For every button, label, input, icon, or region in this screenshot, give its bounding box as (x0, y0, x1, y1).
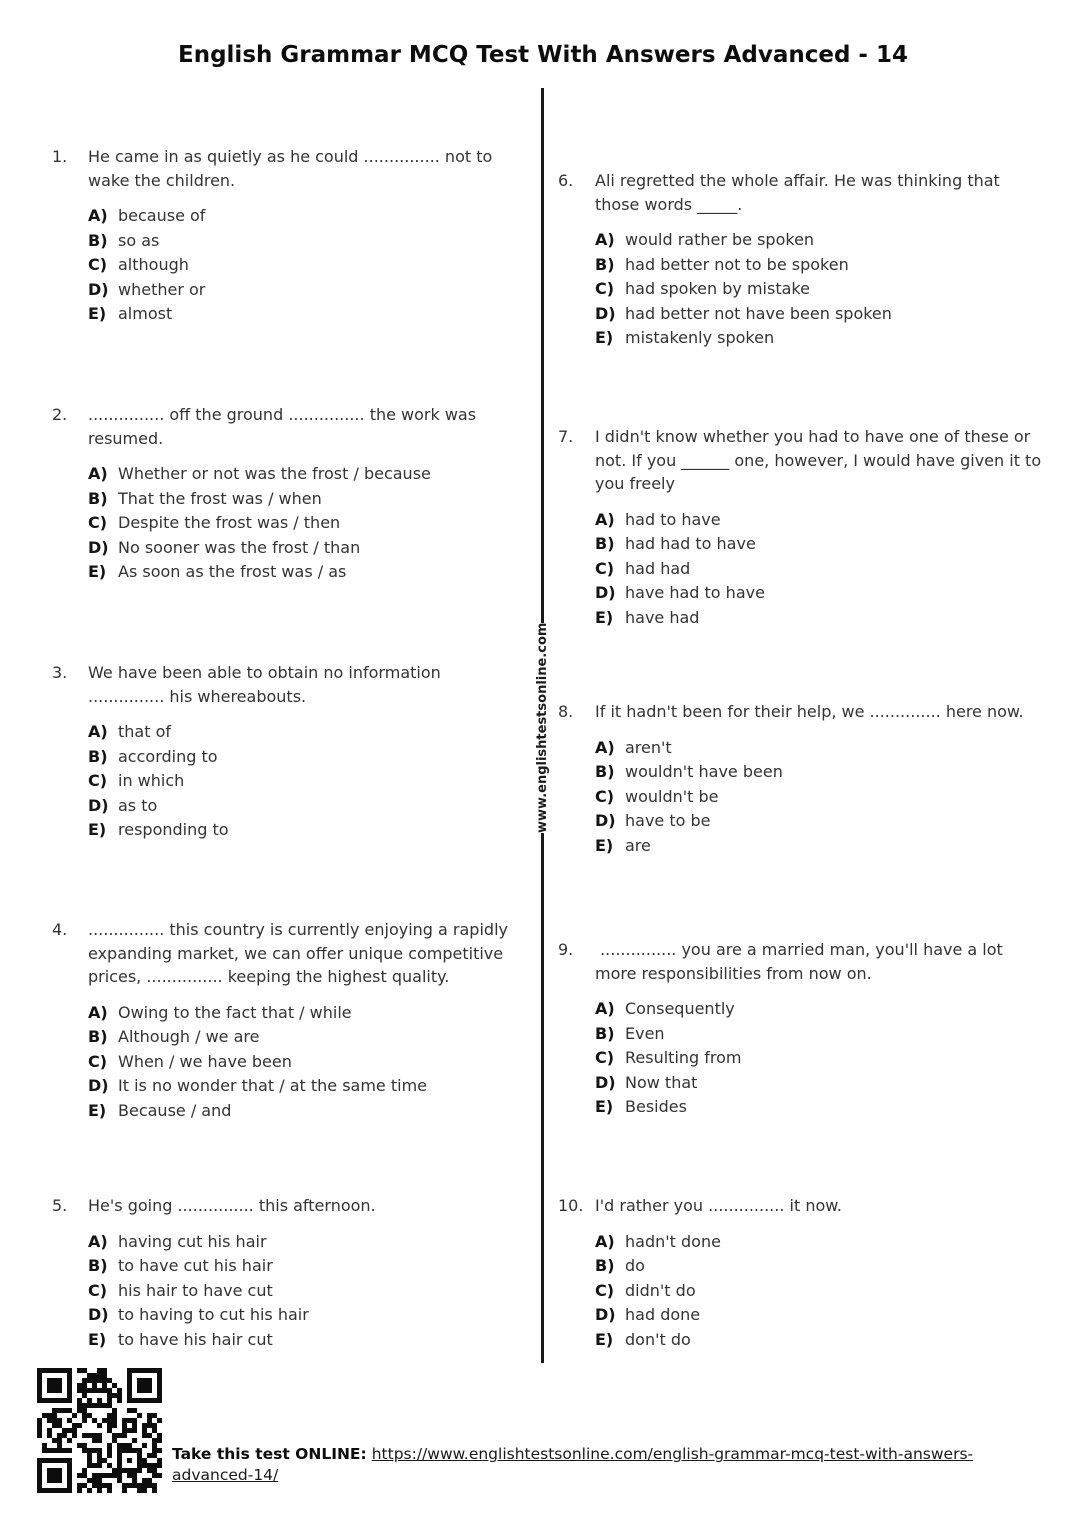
options-list (595, 508, 1047, 631)
option-row (595, 581, 1047, 606)
column-divider-bottom (541, 833, 544, 1363)
option-row (595, 834, 1024, 859)
question-item (52, 145, 513, 327)
option-text: have to be (625, 811, 711, 831)
option-text: When / we have been (118, 1051, 292, 1071)
option-text: No sooner was the frost / than (118, 537, 361, 557)
option-text: hadn't done (625, 1231, 721, 1251)
option-label: B) (595, 1023, 615, 1043)
question-text: We have been able to obtain no information ............... his whereabouts. (88, 663, 441, 706)
option-text: to have cut his hair (118, 1256, 273, 1276)
option-text: wouldn't have been (625, 762, 783, 782)
option-label: D) (595, 303, 616, 323)
option-row (595, 1328, 842, 1353)
options-list (595, 997, 1047, 1120)
option-label: A) (88, 722, 108, 741)
option-row (595, 1279, 842, 1304)
question-number: 4. (52, 920, 68, 939)
question-item (558, 1194, 842, 1352)
option-row (595, 736, 1024, 761)
option-row (88, 1230, 376, 1255)
column-divider-top (541, 88, 544, 623)
option-text: had better not have been spoken (625, 303, 892, 323)
option-label: E) (88, 1100, 107, 1120)
option-row (595, 277, 1047, 302)
option-row (595, 326, 1047, 351)
option-text: Now that (625, 1072, 698, 1092)
option-text: wouldn't be (625, 786, 719, 806)
option-text: according to (118, 746, 218, 766)
question-number: 2. (52, 405, 68, 424)
option-row (595, 228, 1047, 253)
option-text: Despite the frost was / then (118, 513, 341, 533)
option-label: C) (88, 771, 108, 791)
question-text: ............... this country is currently enjoying a rapidly expanding market, we can offer unique competitive prices, ............... keeping the highest quality. (88, 920, 508, 986)
option-row (88, 745, 513, 770)
question-text: He's going ............... this afternoon. (88, 1196, 376, 1215)
option-row (595, 1095, 1047, 1120)
options-list (595, 228, 1047, 351)
option-text: responding to (118, 820, 229, 840)
option-text: had had to have (625, 534, 756, 554)
option-row (88, 462, 513, 487)
question-number: 8. (558, 702, 574, 721)
option-text: his hair to have cut (118, 1280, 273, 1300)
question-item (52, 918, 513, 1123)
option-label: B) (595, 534, 615, 554)
option-row (88, 278, 513, 303)
question-item (558, 700, 1024, 858)
option-label: A) (88, 1231, 108, 1251)
option-label: A) (595, 509, 615, 529)
option-text: so as (118, 230, 160, 250)
options-list (88, 1001, 513, 1124)
option-text: didn't do (625, 1280, 696, 1300)
option-label: D) (88, 537, 109, 557)
option-label: D) (595, 1305, 616, 1325)
option-row (88, 204, 513, 229)
question-text: He came in as quietly as he could ............... not to wake the children. (88, 147, 493, 190)
option-label: D) (595, 583, 616, 603)
watermark-site-url: www.englishtestsonline.com (535, 622, 550, 833)
option-text: have had to have (625, 583, 765, 603)
option-row (88, 302, 513, 327)
option-label: A) (88, 1002, 108, 1022)
option-label: E) (595, 607, 614, 627)
option-row (88, 1099, 513, 1124)
question-text: ............... off the ground ............... the work was resumed. (88, 405, 477, 448)
option-text: As soon as the frost was / as (118, 562, 347, 582)
option-label: E) (88, 304, 107, 324)
question-number: 9. (558, 940, 574, 959)
option-label: A) (88, 206, 108, 225)
option-label: B) (88, 230, 108, 250)
option-row (595, 1022, 1047, 1047)
option-text: Because / and (118, 1100, 232, 1120)
option-text: that of (118, 722, 171, 741)
option-row (595, 997, 1047, 1022)
option-label: B) (88, 1027, 108, 1047)
option-label: D) (88, 279, 109, 299)
option-row (595, 557, 1047, 582)
option-label: E) (595, 1329, 614, 1349)
option-label: A) (595, 737, 615, 757)
question-text: I'd rather you ............... it now. (595, 1196, 842, 1215)
option-text: had spoken by mistake (625, 279, 810, 299)
option-text: Even (625, 1023, 665, 1043)
option-row (595, 532, 1047, 557)
option-row (595, 785, 1024, 810)
option-row (88, 1025, 513, 1050)
option-text: whether or (118, 279, 206, 299)
option-row (88, 536, 513, 561)
options-list (595, 1230, 842, 1353)
option-text: as to (118, 795, 158, 815)
question-text: Ali regretted the whole affair. He was thinking that those words _____. (595, 171, 1000, 214)
option-row (595, 1254, 842, 1279)
options-list (88, 720, 513, 843)
option-text: have had (625, 607, 700, 627)
option-label: C) (88, 513, 108, 533)
option-text: Although / we are (118, 1027, 260, 1047)
option-text: do (625, 1256, 645, 1276)
question-number: 3. (52, 663, 68, 682)
option-label: E) (595, 328, 614, 348)
option-label: B) (88, 1256, 108, 1276)
option-row (88, 229, 513, 254)
option-text: to having to cut his hair (118, 1305, 309, 1325)
option-label: B) (88, 746, 108, 766)
question-item (52, 403, 513, 585)
option-label: C) (595, 558, 615, 578)
option-text: had done (625, 1305, 701, 1325)
question-item (558, 938, 1047, 1120)
option-label: E) (88, 562, 107, 582)
option-row (88, 769, 513, 794)
option-label: E) (88, 820, 107, 840)
option-label: A) (595, 999, 615, 1018)
option-label: C) (88, 1280, 108, 1300)
options-list (88, 462, 513, 585)
option-text: Consequently (625, 999, 735, 1018)
option-row (595, 253, 1047, 278)
option-text: almost (118, 304, 173, 324)
option-label: B) (595, 762, 615, 782)
question-item (52, 661, 513, 843)
option-label: A) (595, 1231, 615, 1251)
page-title: English Grammar MCQ Test With Answers Advanced - 14 (178, 42, 908, 68)
qr-code (37, 1368, 162, 1493)
question-item (558, 425, 1047, 630)
question-text: ............... you are a married man, you'll have a lot more responsibilities from now on. (595, 940, 1003, 983)
option-label: C) (595, 279, 615, 299)
option-row (595, 1230, 842, 1255)
question-number: 1. (52, 147, 68, 166)
option-row (88, 720, 513, 745)
option-label: E) (595, 1097, 614, 1117)
option-row (88, 560, 513, 585)
option-row (88, 1001, 513, 1026)
option-label: C) (595, 786, 615, 806)
option-row (88, 1328, 376, 1353)
options-list (88, 1230, 376, 1353)
option-row (595, 1046, 1047, 1071)
option-label: B) (595, 1256, 615, 1276)
option-label: C) (595, 1048, 615, 1068)
option-text: don't do (625, 1329, 691, 1349)
option-text: would rather be spoken (625, 230, 815, 249)
option-text: in which (118, 771, 185, 791)
option-row (595, 508, 1047, 533)
option-label: D) (595, 811, 616, 831)
option-label: D) (88, 1305, 109, 1325)
option-row (88, 511, 513, 536)
option-row (595, 1071, 1047, 1096)
option-label: B) (88, 488, 108, 508)
question-item (52, 1194, 376, 1352)
option-text: That the frost was / when (118, 488, 322, 508)
options-list (88, 204, 513, 327)
option-row (88, 1254, 376, 1279)
footer-label: Take this test ONLINE: (172, 1445, 367, 1463)
footer-link[interactable]: https://www.englishtestsonline.com/english-grammar-mcq-test-with-answers-advanced-14/ (172, 1445, 974, 1484)
option-text: It is no wonder that / at the same time (118, 1076, 428, 1096)
option-label: D) (88, 1076, 109, 1096)
question-number: 5. (52, 1196, 68, 1215)
option-label: C) (88, 1051, 108, 1071)
option-row (88, 818, 513, 843)
option-text: had better not to be spoken (625, 254, 849, 274)
option-label: C) (88, 255, 108, 275)
option-row (595, 1303, 842, 1328)
option-row (88, 253, 513, 278)
option-text: are (625, 835, 651, 855)
option-text: because of (118, 206, 206, 225)
option-text: aren't (625, 737, 672, 757)
option-text: although (118, 255, 189, 275)
option-row (88, 1303, 376, 1328)
question-item (558, 169, 1047, 351)
option-text: Whether or not was the frost / because (118, 464, 431, 483)
option-text: mistakenly spoken (625, 328, 775, 348)
option-text: Resulting from (625, 1048, 742, 1068)
footer-note (172, 1444, 977, 1486)
option-row (88, 487, 513, 512)
question-text: I didn't know whether you had to have one of these or not. If you ______ one, however, I would have given it to you freely (595, 427, 1042, 493)
option-label: D) (88, 795, 109, 815)
option-text: Besides (625, 1097, 687, 1117)
option-text: having cut his hair (118, 1231, 267, 1251)
option-row (88, 794, 513, 819)
option-row (595, 809, 1024, 834)
option-label: C) (595, 1280, 615, 1300)
option-row (88, 1279, 376, 1304)
option-text: Owing to the fact that / while (118, 1002, 352, 1022)
option-label: E) (88, 1329, 107, 1349)
question-number: 6. (558, 171, 574, 190)
option-row (595, 606, 1047, 631)
option-text: had to have (625, 509, 721, 529)
option-row (88, 1074, 513, 1099)
option-row (88, 1050, 513, 1075)
option-label: B) (595, 254, 615, 274)
question-number: 7. (558, 427, 574, 446)
option-row (595, 302, 1047, 327)
question-text: If it hadn't been for their help, we .............. here now. (595, 702, 1024, 721)
option-label: A) (595, 230, 615, 249)
option-label: E) (595, 835, 614, 855)
option-label: A) (88, 464, 108, 483)
options-list (595, 736, 1024, 859)
option-text: to have his hair cut (118, 1329, 273, 1349)
question-number: 10. (558, 1196, 584, 1215)
option-text: had had (625, 558, 691, 578)
option-row (595, 760, 1024, 785)
option-label: D) (595, 1072, 616, 1092)
